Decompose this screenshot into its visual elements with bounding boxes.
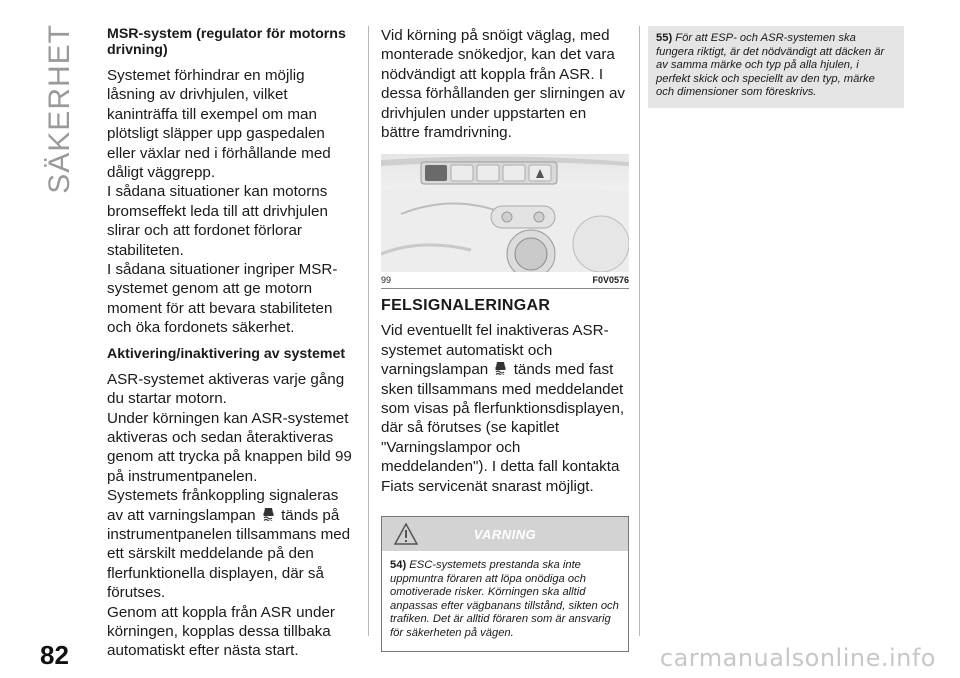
warning-box [381, 516, 629, 652]
paragraph-text: tänds på instrumentpanelen tillsammans med ett särskilt meddelande på den flerfunktionella displayen, där så förutses. [107, 506, 351, 602]
paragraph: ASR-systemet aktiveras varje gång du startar motorn. [107, 370, 345, 408]
watermark: carmanualsonline.info [659, 644, 936, 672]
paragraph-text: Vid eventuellt fel inaktiveras ASR-systemet automatiskt och varningslampan [381, 322, 609, 379]
page-number: 82 [40, 640, 69, 670]
paragraph: Under körningen kan ASR-systemet aktiveras och sedan återaktiveras genom att trycka på knappen bild 99 på instrumentpanelen. [107, 409, 352, 485]
paragraph: Vid körning på snöigt väglag, med monterade snökedjor, kan det vara nödvändigt att koppla från ASR. I dessa förhållanden ger slirningen av drivhjulen under uppstarten en bättre framdrivning. [381, 27, 626, 142]
paragraph: Systemet förhindrar en möjlig låsning av drivhjulen, vilket kaninträffa till exempel om man plötsligt släpper upp gaspedalen eller växlar ned i förhållande med dåligt väggrepp. [107, 67, 331, 182]
note-box [648, 26, 904, 108]
column-left [107, 26, 355, 661]
section-tab [40, 24, 80, 194]
paragraph: Genom att koppla från ASR under körningen, kopplas dessa tillbaka automatiskt efter nästa start. [107, 603, 335, 660]
figure-number: 99 [381, 275, 392, 286]
paragraph-text: tänds med fast sken tillsammans med meddelandet som visas på flerfunktionsdisplayen, där så förutses (se kapitlet "Varningslampor och meddelanden"). I detta fall kontakta Fiats servicenät snarast möjligt. [381, 361, 625, 495]
note-text: För att ESP- och ASR-systemen ska fungera riktigt, är det nödvändigt att däcken är av samma märke och typ på alla hjulen, i perfekt skick och speciellt av den typ, märke och dimensioner som föreskrivs. [656, 32, 885, 99]
dashboard-illustration [381, 154, 629, 272]
column-middle [381, 26, 629, 652]
column-right [648, 26, 904, 108]
paragraph [381, 321, 629, 496]
paragraph [107, 486, 355, 602]
section-tab-label: SÄKERHET [43, 24, 76, 194]
paragraph-text: Systemets frånkoppling signaleras av att varningslampan [107, 487, 339, 524]
dashboard-figure [381, 154, 629, 272]
asr-off-warning-lamp-icon [262, 507, 275, 521]
warning-reference: 54) [390, 559, 407, 572]
msr-heading: MSR-system (regulator för motorns drivning) [107, 26, 346, 58]
figure-caption [381, 275, 629, 289]
warning-body [382, 551, 628, 651]
note-reference: 55) [656, 32, 673, 44]
paragraph: I sådana situationer kan motorns bromseffekt leda till att drivhjulen slirar och att fordonet förlorar stabiliteten. [107, 183, 328, 259]
paragraph: I sådana situationer ingriper MSR-systemet genom att ge motorn moment för att bevara stabiliteten och öka fordonets säkerhet. [107, 261, 338, 337]
warning-header [382, 517, 628, 551]
column-divider [639, 26, 640, 636]
section-title: FELSIGNALERINGAR [381, 297, 551, 315]
figure-code: F0V0576 [592, 275, 629, 286]
warning-text: ESC-systemets prestanda ska inte uppmuntra föraren att löpa onödiga och omotiverade risker. Körningen ska alltid anpassas efter vägbanans tillstånd, sikten och trafiken. Det är alltid föraren som är ansvarig för säkerheten på vägen. [390, 559, 619, 640]
warning-title: VARNING [473, 526, 537, 542]
asr-off-warning-lamp-icon [494, 361, 507, 375]
column-divider [368, 26, 369, 636]
activation-heading: Aktivering/inaktivering av systemet [107, 345, 346, 362]
